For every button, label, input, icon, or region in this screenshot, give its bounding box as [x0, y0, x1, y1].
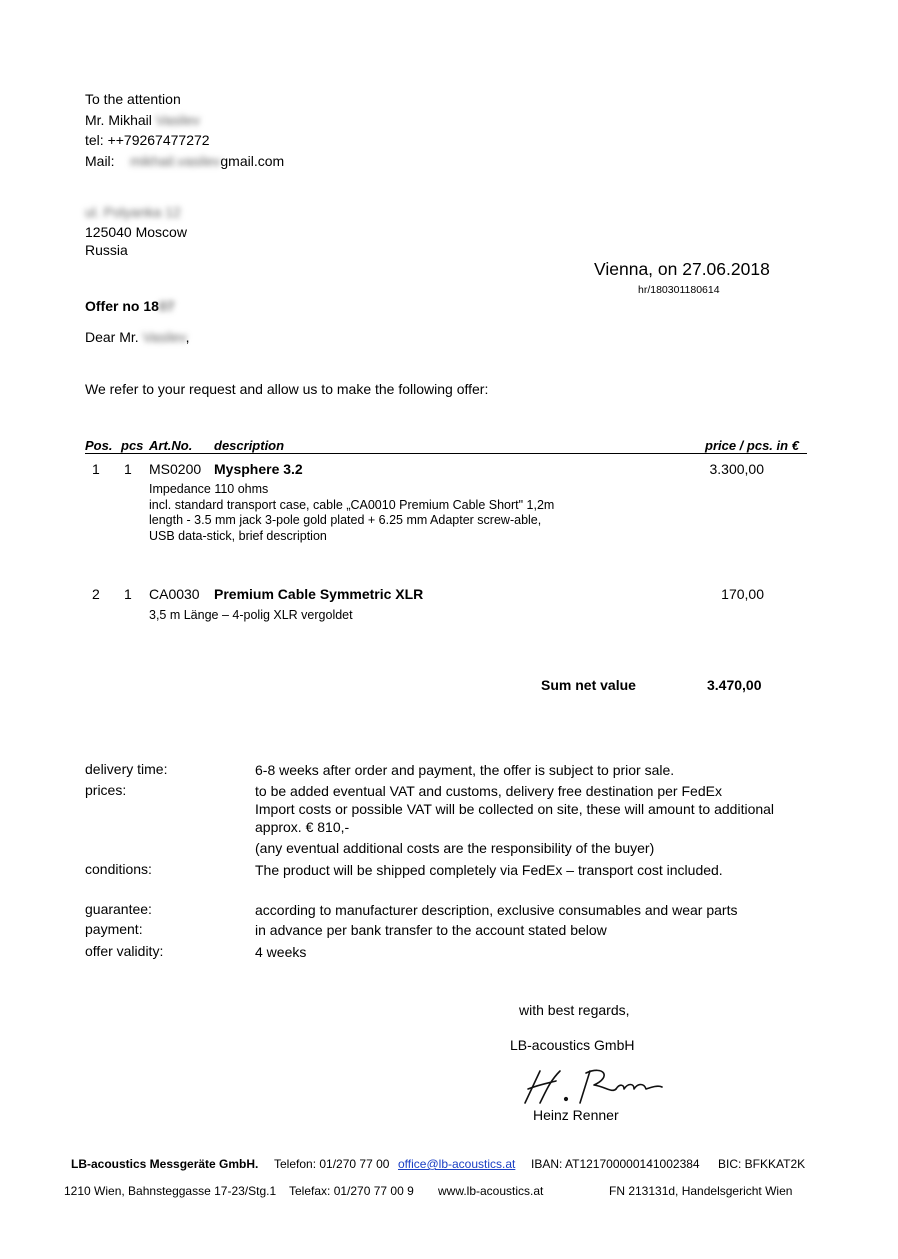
condition-text: according to manufacturer description, exclusive consumables and wear parts	[255, 902, 738, 918]
recipient-phone: tel: ++79267477272	[85, 132, 210, 148]
salutation: Dear Mr. Vasilev,	[85, 329, 190, 345]
condition-text: to be added eventual VAT and customs, delivery free destination per FedEx	[255, 783, 722, 799]
condition-label: guarantee:	[85, 901, 152, 917]
item-name: Premium Cable Symmetric XLR	[214, 586, 424, 602]
condition-text: The product will be shipped completely via FedEx – transport cost included.	[255, 862, 723, 878]
redacted-offer-digits: 07	[158, 298, 175, 314]
recipient-name: Mr. Mikhail Vasilev	[85, 111, 200, 128]
item-detail: Impedance 110 ohms	[149, 482, 269, 496]
condition-text: Import costs or possible VAT will be collected on site, these will amount to additional	[255, 801, 775, 817]
offer-number: Offer no 1807	[85, 298, 175, 314]
item-price: 170,00	[721, 586, 764, 602]
condition-label: payment:	[85, 921, 143, 937]
closing-regards: with best regards,	[519, 1002, 630, 1018]
item-price: 3.300,00	[709, 461, 764, 477]
condition-label: offer validity:	[85, 943, 164, 959]
recipient-country: Russia	[85, 241, 128, 258]
recipient-block	[85, 89, 284, 171]
table-row	[85, 586, 807, 631]
col-price: price / pcs. in €	[705, 438, 799, 453]
footer-iban: IBAN: AT121700000141002384	[531, 1157, 700, 1171]
footer-fax: Telefax: 01/270 77 00 9	[289, 1184, 414, 1198]
col-pcs: pcs	[121, 438, 144, 453]
condition-text: 4 weeks	[255, 944, 307, 960]
table-header	[85, 438, 807, 454]
item-name: Mysphere 3.2	[214, 461, 303, 477]
col-art: Art.No.	[149, 438, 193, 453]
item-art: CA0030	[149, 586, 200, 602]
redacted-surname: Vasilev	[155, 111, 200, 128]
recipient-city-block	[85, 224, 187, 259]
recipient-mail: Mail: mikhail.vasilevgmail.com	[85, 152, 285, 169]
sum-value: 3.470,00	[707, 677, 762, 693]
handwritten-signature	[520, 1063, 670, 1108]
item-art: MS0200	[149, 461, 202, 477]
place-date: Vienna, on 27.06.2018	[594, 259, 770, 279]
item-detail: incl. standard transport case, cable „CA0010 Premium Cable Short" 1,2m	[149, 498, 555, 512]
item-detail: USB data-stick, brief description	[149, 529, 327, 543]
closing-company: LB-acoustics GmbH	[510, 1037, 635, 1053]
footer-email-container	[398, 1157, 515, 1171]
col-pos: Pos.	[85, 438, 113, 453]
item-pcs: 1	[124, 586, 132, 602]
item-detail: 3,5 m Länge – 4-polig XLR vergoldet	[149, 608, 353, 622]
redacted-salutation-name: Vasilev	[142, 329, 186, 345]
recipient-city: 125040 Moscow	[85, 224, 187, 240]
footer-web: www.lb-acoustics.at	[438, 1184, 544, 1198]
table-row	[85, 461, 807, 561]
footer-email-link[interactable]: office@lb-acoustics.at	[398, 1157, 516, 1171]
footer-company: LB-acoustics Messgeräte GmbH.	[71, 1157, 259, 1171]
condition-text: in advance per bank transfer to the account stated below	[255, 922, 607, 938]
item-pcs: 1	[124, 461, 132, 477]
footer-phone: Telefon: 01/270 77 00	[274, 1157, 390, 1171]
condition-label: conditions:	[85, 861, 152, 877]
item-pos: 2	[92, 586, 100, 602]
redacted-street: ul. Polyanka 12	[85, 204, 181, 220]
footer-register: FN 213131d, Handelsgericht Wien	[609, 1184, 793, 1198]
condition-text: approx. € 810,-	[255, 819, 350, 835]
signer-name: Heinz Renner	[533, 1107, 619, 1123]
reference-number: hr/180301180614	[638, 284, 720, 296]
footer-bic: BIC: BFKKAT2K	[718, 1157, 806, 1171]
condition-label: delivery time:	[85, 761, 168, 777]
footer-address: 1210 Wien, Bahnsteggasse 17-23/Stg.1	[64, 1184, 277, 1198]
attention-line: To the attention	[85, 91, 181, 107]
item-detail: length - 3.5 mm jack 3-pole gold plated + 6.25 mm Adapter screw-able,	[149, 513, 542, 527]
intro-text: We refer to your request and allow us to make the following offer:	[85, 381, 489, 397]
col-description: description	[214, 438, 285, 453]
item-pos: 1	[92, 461, 100, 477]
condition-text: 6-8 weeks after order and payment, the offer is subject to prior sale.	[255, 762, 675, 778]
condition-label: prices:	[85, 782, 127, 798]
condition-text: (any eventual additional costs are the responsibility of the buyer)	[255, 840, 655, 856]
redacted-mail: mikhail.vasilev	[130, 152, 221, 169]
sum-label: Sum net value	[541, 677, 636, 693]
